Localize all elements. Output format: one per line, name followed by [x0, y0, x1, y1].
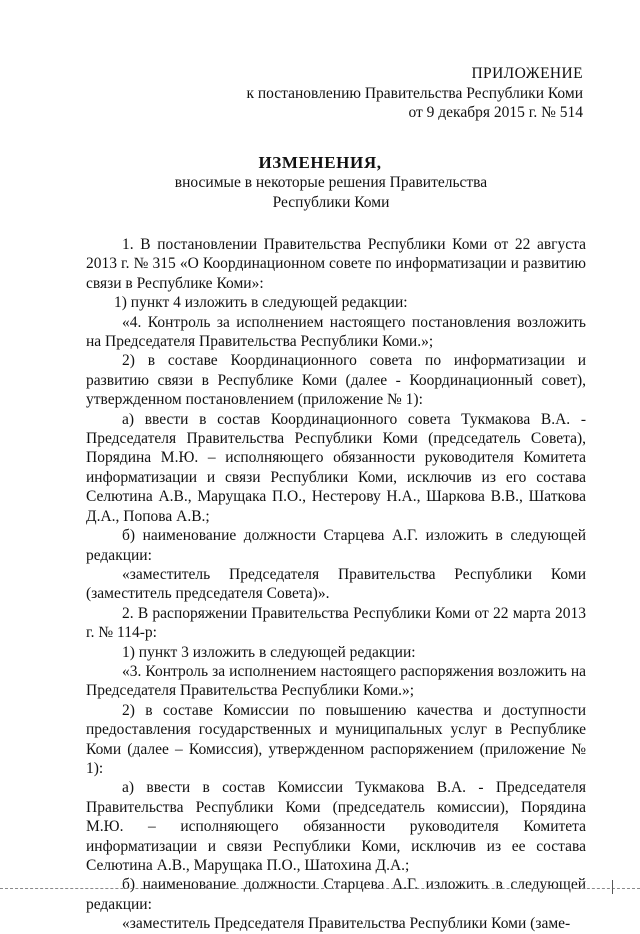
paragraph-2: 1) пункт 4 изложить в следующей редакции:	[114, 294, 408, 312]
paragraph-8: 2. В распоряжении Правительства Республики Коми от 22 марта 2013 г. № 114-р:	[86, 604, 586, 642]
document-body	[86, 235, 586, 934]
paragraph-13: б) наименование должности Старцева А.Г. изложить в следующей редакции:	[86, 876, 586, 913]
paragraph-6: б) наименование должности Старцева А.Г. изложить в следующей редакции:	[86, 527, 586, 564]
paragraph-12: а) ввести в состав Комиссии Тукмакова В.А. - Председателя Правительства Республики Коми (председатель комиссии), Порядина М.Ю. – исполняющего обязанности руководителя Комитета информатизации и связи Республики Коми, исключив из ее состава Селютина А.В., Марущака П.О., Шатохина Д.А.;	[86, 779, 586, 874]
document-title-block	[0, 153, 640, 212]
paragraph-4: 2) в составе Координационного совета по информатизации и развитию связи в Республике Коми (далее - Координационный совет), утвержденном постановлением (приложение № 1):	[86, 352, 586, 409]
appendix-reference: к постановлению Правительства Республики Коми	[246, 84, 583, 102]
paragraph-5: а) ввести в состав Координационного совета Тукмакова В.А. - Председателя Правительства Республики Коми (председатель Совета), Порядина М.Ю. – исполняющего обязанности руководителя Комитета информатизации и связи Республики Коми, исключив из его состава Селютина А.В., Марущака П.О., Нестерову Н.А., Шаркова В.В., Шаткова Д.А., Попова А.В.;	[86, 410, 586, 525]
paragraph-14: «заместитель Председателя Правительства Республики Коми (заме-	[122, 915, 571, 933]
paragraph-7: «заместитель Председателя Правительства Республики Коми (заместитель председателя Совета)».	[86, 565, 586, 603]
appendix-header	[246, 64, 583, 123]
appendix-title: ПРИЛОЖЕНИЕ	[471, 65, 583, 82]
document-subtitle-line1: вносимые в некоторые решения Правительства	[174, 174, 488, 191]
document-title: ИЗМЕНЕНИЯ,	[258, 153, 382, 172]
paragraph-3: «4. Контроль за исполнением настоящего постановления возложить на Председателя Правительства Республики Коми.»;	[86, 313, 586, 351]
scan-edge-line	[0, 888, 640, 889]
appendix-date-number: от 9 декабря 2015 г. № 514	[408, 104, 583, 121]
paragraph-1: 1. В постановлении Правительства Республики Коми от 22 августа 2013 г. № 315 «О Координационном совете по информатизации и развитию связи в Республике Коми»:	[86, 236, 586, 292]
paragraph-10: «3. Контроль за исполнением настоящего распоряжения возложить на Председателя Правительства Республики Коми.»;	[86, 662, 586, 700]
document-subtitle-line2: Республики Коми	[272, 193, 390, 211]
paragraph-9: 1) пункт 3 изложить в следующей редакции:	[122, 643, 416, 661]
scan-edge-mark	[612, 880, 613, 894]
paragraph-11: 2) в составе Комиссии по повышению качества и доступности предоставления государственных и муниципальных услуг в Республике Коми (далее – Комиссия), утвержденном распоряжением (приложение № 1):	[86, 701, 586, 777]
